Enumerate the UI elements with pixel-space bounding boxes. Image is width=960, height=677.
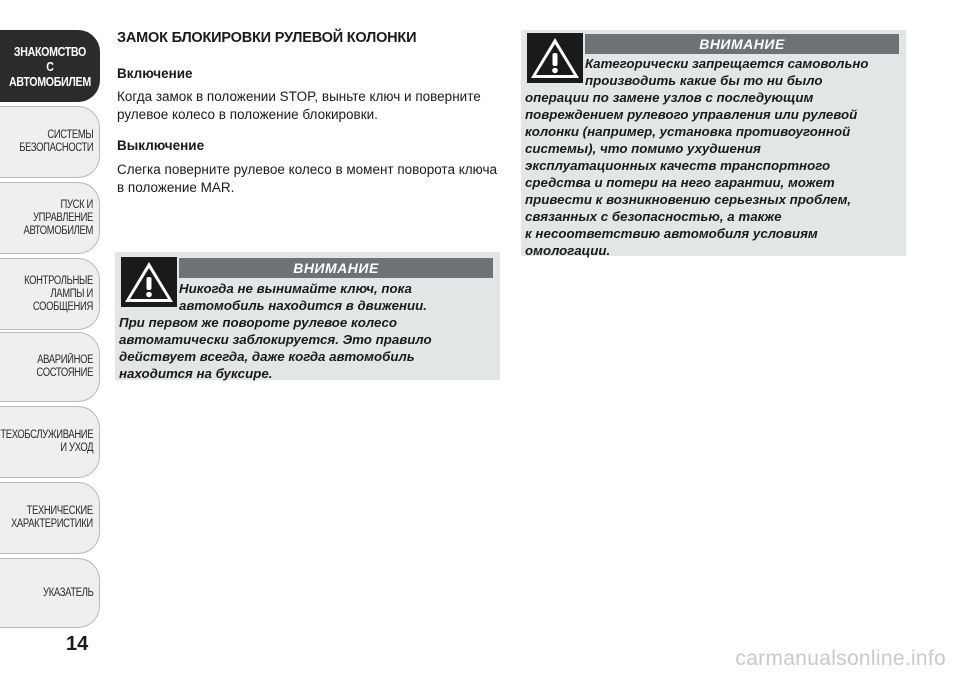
- on-paragraph: Когда замок в положении STOP, выньте ключ и поверните рулевое колесо в положение блокировки.: [117, 89, 481, 122]
- warning-text-head: Никогда не вынимайте ключ, пока автомобиль находится в движении.: [179, 281, 427, 313]
- warning-box-steering-modification: [521, 30, 906, 256]
- section-title: ЗАМОК БЛОКИРОВКИ РУЛЕВОЙ КОЛОНКИ: [117, 30, 417, 46]
- page-number: 14: [66, 633, 89, 655]
- warning-text-body: операции по замене узлов с последующим повреждением рулевого управления или рулевой колонки (например, установка противоугонной системы), что помимо ухудшения эксплуатационных качеств транспортного средства и потери на него гарантии, может привести к возникновению серьезных проблем, связанных с безопасностью, а также к несоответствию автомобиля условиям омологации.: [525, 90, 858, 258]
- tab-index-label: УКАЗАТЕЛЬ: [42, 586, 93, 599]
- tab-maintenance[interactable]: [0, 406, 100, 478]
- tab-index[interactable]: [0, 558, 100, 628]
- tab-emergency[interactable]: [0, 332, 100, 402]
- watermark: carmanualsonline.info: [735, 647, 946, 670]
- warning-box-key: [115, 252, 500, 380]
- tab-starting-driving-label: ПУСК И УПРАВЛЕНИЕ АВТОМОБИЛЕМ: [23, 198, 93, 237]
- tab-vehicle-intro[interactable]: [0, 30, 100, 102]
- tab-starting-driving[interactable]: [0, 182, 100, 254]
- warning-title-bar: ВНИМАНИЕ: [179, 258, 493, 278]
- tab-warning-lights[interactable]: [0, 258, 100, 330]
- tab-maintenance-label: ТЕХОБСЛУЖИВАНИЕ И УХОД: [0, 429, 93, 454]
- tab-technical-specs-label: ТЕХНИЧЕСКИЕ ХАРАКТЕРИСТИКИ: [11, 505, 93, 530]
- tab-technical-specs[interactable]: [0, 482, 100, 554]
- warning-triangle-icon: [121, 257, 177, 307]
- warning-text-head: Категорически запрещается самовольно производить какие бы то ни было: [585, 56, 869, 88]
- tab-safety-systems-label: СИСТЕМЫ БЕЗОПАСНОСТИ: [18, 129, 93, 154]
- off-heading: Выключение: [117, 138, 205, 153]
- tab-vehicle-intro-label: ЗНАКОМСТВО С АВТОМОБИЛЕМ: [8, 43, 91, 89]
- tab-warning-lights-label: КОНТРОЛЬНЫЕ ЛАМПЫ И СООБЩЕНИЯ: [24, 274, 93, 313]
- tab-emergency-label: АВАРИЙНОЕ СОСТОЯНИЕ: [36, 354, 93, 379]
- warning-text-body: При первом же повороте рулевое колесо автоматически заблокируется. Это правило действует всегда, даже когда автомобиль находится на буксире.: [119, 315, 432, 381]
- on-heading: Включение: [117, 66, 193, 81]
- warning-triangle-icon: [527, 33, 583, 83]
- off-paragraph: Слегка поверните рулевое колесо в момент поворота ключа в положение MAR.: [117, 162, 498, 195]
- warning-title-bar: ВНИМАНИЕ: [585, 34, 899, 54]
- tab-safety-systems[interactable]: [0, 106, 100, 178]
